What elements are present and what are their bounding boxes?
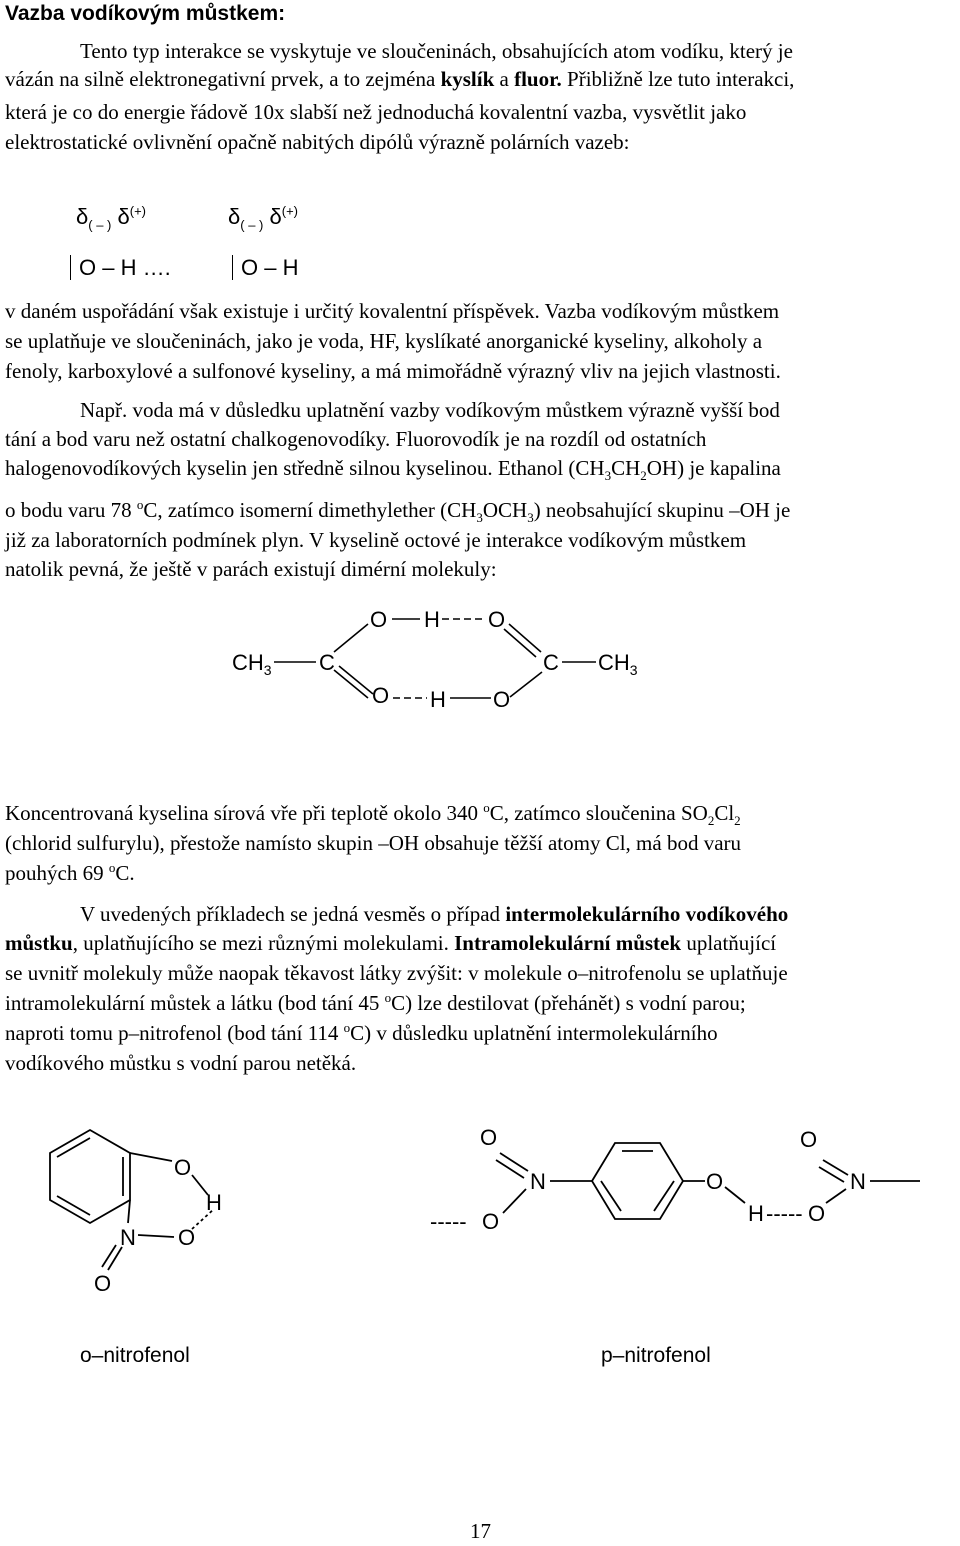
o-atom-n: N [120, 1225, 136, 1250]
para2-line2: se uplatňuje ve sloučeninách, jako je voda, HF, kyslíkaté anorganické kyseliny, alkoholy a [5, 329, 763, 353]
p-bond-n2-o [826, 1189, 846, 1203]
para3-line1: Např. voda má v důsledku uplatnění vazby vodíkovým můstkem výrazně vyšší bod [80, 398, 780, 422]
nitrophenol-structures [0, 1105, 960, 1305]
o-atom-h: H [206, 1190, 222, 1215]
p-ring-inner-bond-3 [601, 1181, 621, 1211]
p-atom-o-phenol: O [706, 1169, 724, 1194]
o-nitrophenol-benzene-ring [50, 1130, 130, 1223]
section-heading: Vazba vodíkovým můstkem: [5, 2, 286, 25]
ring-inner-bond-3 [57, 1196, 90, 1215]
o-bond-ring-o [130, 1153, 172, 1161]
dimer-c-right: C [543, 650, 559, 675]
p-atom-o-top: O [480, 1125, 498, 1150]
dimer-h-bottom: H [430, 687, 446, 712]
dipole-deltas-right: $\delta_{( - )}$ δ(+) [228, 203, 298, 233]
dimer-double-bond-left-a [334, 670, 368, 698]
p-nitrophenol-benzene-ring [592, 1143, 683, 1219]
dimer-o-top-right: O [488, 607, 506, 632]
para1-line3: která je co do energie řádově 10x slabší než jednoduchá kovalentní vazba, vysvětlit jako [5, 100, 747, 124]
p-atom-o-bottom: O [482, 1209, 500, 1234]
para5-line2: můstku, uplatňujícího se mezi různými molekulami. Intramolekulární můstek uplatňující [5, 931, 777, 955]
p-atom-h: H [748, 1201, 764, 1226]
p-ring-inner-bond-2 [654, 1181, 674, 1211]
dimer-o-bottom-right: O [493, 687, 511, 712]
page-number: 17 [470, 1519, 491, 1543]
p-bond-o-n-a [500, 1153, 528, 1171]
o-bond-n-o-b [102, 1245, 116, 1267]
o-atom-o-phenol: O [174, 1155, 192, 1180]
para4-line2: (chlorid sulfurylu), přestože namísto skupin –OH obsahuje těžší atomy Cl, má bod varu [5, 831, 742, 855]
para2-line3: fenoly, karboxylové a sulfonové kyseliny, a má mimořádně výrazný vliv na jejich vlastnosti. [5, 359, 781, 383]
dimer-o-bottom-left: O [372, 683, 390, 708]
o-atom-o-nitro-bottom: O [94, 1271, 112, 1296]
para3-line6: natolik pevná, že ještě v parách existují dimérní molekuly: [5, 557, 497, 581]
dimer-ch3-right: $CH_3$ [598, 650, 638, 678]
dimer-h-top: H [424, 607, 440, 632]
para2-line1: v daném uspořádání však existuje i určitý kovalentní příspěvek. Vazba vodíkovým můstkem [5, 299, 780, 323]
p-bond-o-n2-a [823, 1160, 848, 1175]
label-o-nitrophenol: o–nitrofenol [80, 1344, 190, 1367]
para3-line4: o bodu varu 78 $^o$C, zatímco isomerní dimethylether $(CH_3OCH_3)$ neobsahující skupinu –OH je [5, 497, 791, 526]
dipole-bond-left: O – H …. [70, 255, 171, 281]
o-bond-n-o-right [138, 1235, 174, 1237]
o-atom-o-nitro-right: O [178, 1225, 196, 1250]
dimer-o-top-left: O [370, 607, 388, 632]
p-bond-o-h [725, 1187, 745, 1203]
para3-line5: již za laboratorních podmínek plyn. V kyselině octové je interakce vodíkovým můstkem [5, 528, 747, 552]
para5-line5: naproti tomu p–nitrofenol (bod tání 114 $^o$C) v důsledku uplatnění intermolekulárního [5, 1020, 718, 1045]
p-atom-n: N [530, 1169, 546, 1194]
para5-line4: intramolekulární můstek a látku (bod tání 45 $^o$C) lze destilovat (přehánět) s vodní parou; [5, 990, 746, 1015]
p-bond-o-n-b [496, 1160, 524, 1178]
para1-line4: elektrostatické ovlivnění opačně nabitých dipólů výrazně polárních vazeb: [5, 130, 630, 154]
para4-line1: Koncentrovaná kyselina sírová vře při teplotě okolo 340 $^o$C, zatímco sloučenina $SO_2Cl_2$ [5, 800, 741, 829]
para4-line3: pouhých 69 $^o$C. [5, 860, 135, 885]
p-atom-o-top-right: O [800, 1127, 818, 1152]
p-dashes-right: ----- [766, 1201, 803, 1226]
acetic-acid-dimer-diagram [0, 590, 960, 720]
dipole-deltas-left: $\delta_{( - )}$ δ(+) [76, 203, 146, 233]
p-atom-n2: N [850, 1169, 866, 1194]
para3-line2: tání a bod varu než ostatní chalkogenovodíky. Fluorovodík je na rozdíl od ostatních [5, 427, 707, 451]
para1-line1: Tento typ interakce se vyskytuje ve sloučeninách, obsahujících atom vodíku, který je [80, 39, 793, 63]
para3-line3: halogenovodíkových kyselin jen středně silnou kyselinou. Ethanol $(CH_3CH_2OH)$ je kapalina [5, 456, 781, 484]
ring-inner-bond-1 [57, 1138, 90, 1157]
p-bond-n-o-bottom [503, 1189, 526, 1213]
dimer-double-bond-left-b [339, 666, 373, 694]
o-bond-n-o-a [108, 1247, 122, 1270]
label-p-nitrophenol: p–nitrofenol [601, 1344, 711, 1367]
dimer-ch3-left: $CH_3$ [232, 650, 272, 678]
para1-line2: vázán na silně elektronegativní prvek, a to zejména kyslík a fluor. Přibližně lze tuto interakci, [5, 67, 795, 91]
dimer-bond-c-o-left-top [334, 624, 368, 652]
dimer-bond-o-c-right-bottom [510, 672, 542, 697]
p-dashes-left: ----- [430, 1209, 467, 1234]
p-atom-o-right: O [808, 1201, 826, 1226]
p-bond-o-n2-b [819, 1167, 844, 1182]
dipole-bond-right: O – H [232, 255, 299, 281]
para5-line6: vodíkového můstku s vodní parou netěká. [5, 1051, 357, 1075]
o-bond-ring-n [128, 1200, 130, 1223]
para5-line1: V uvedených příkladech se jedná vesměs o případ intermolekulárního vodíkového [80, 902, 789, 926]
para5-line3: se uvnitř molekuly může naopak těkavost látky zvýšit: v molekule o–nitrofenolu se uplatňuje [5, 961, 788, 985]
dimer-c-left: C [319, 650, 335, 675]
